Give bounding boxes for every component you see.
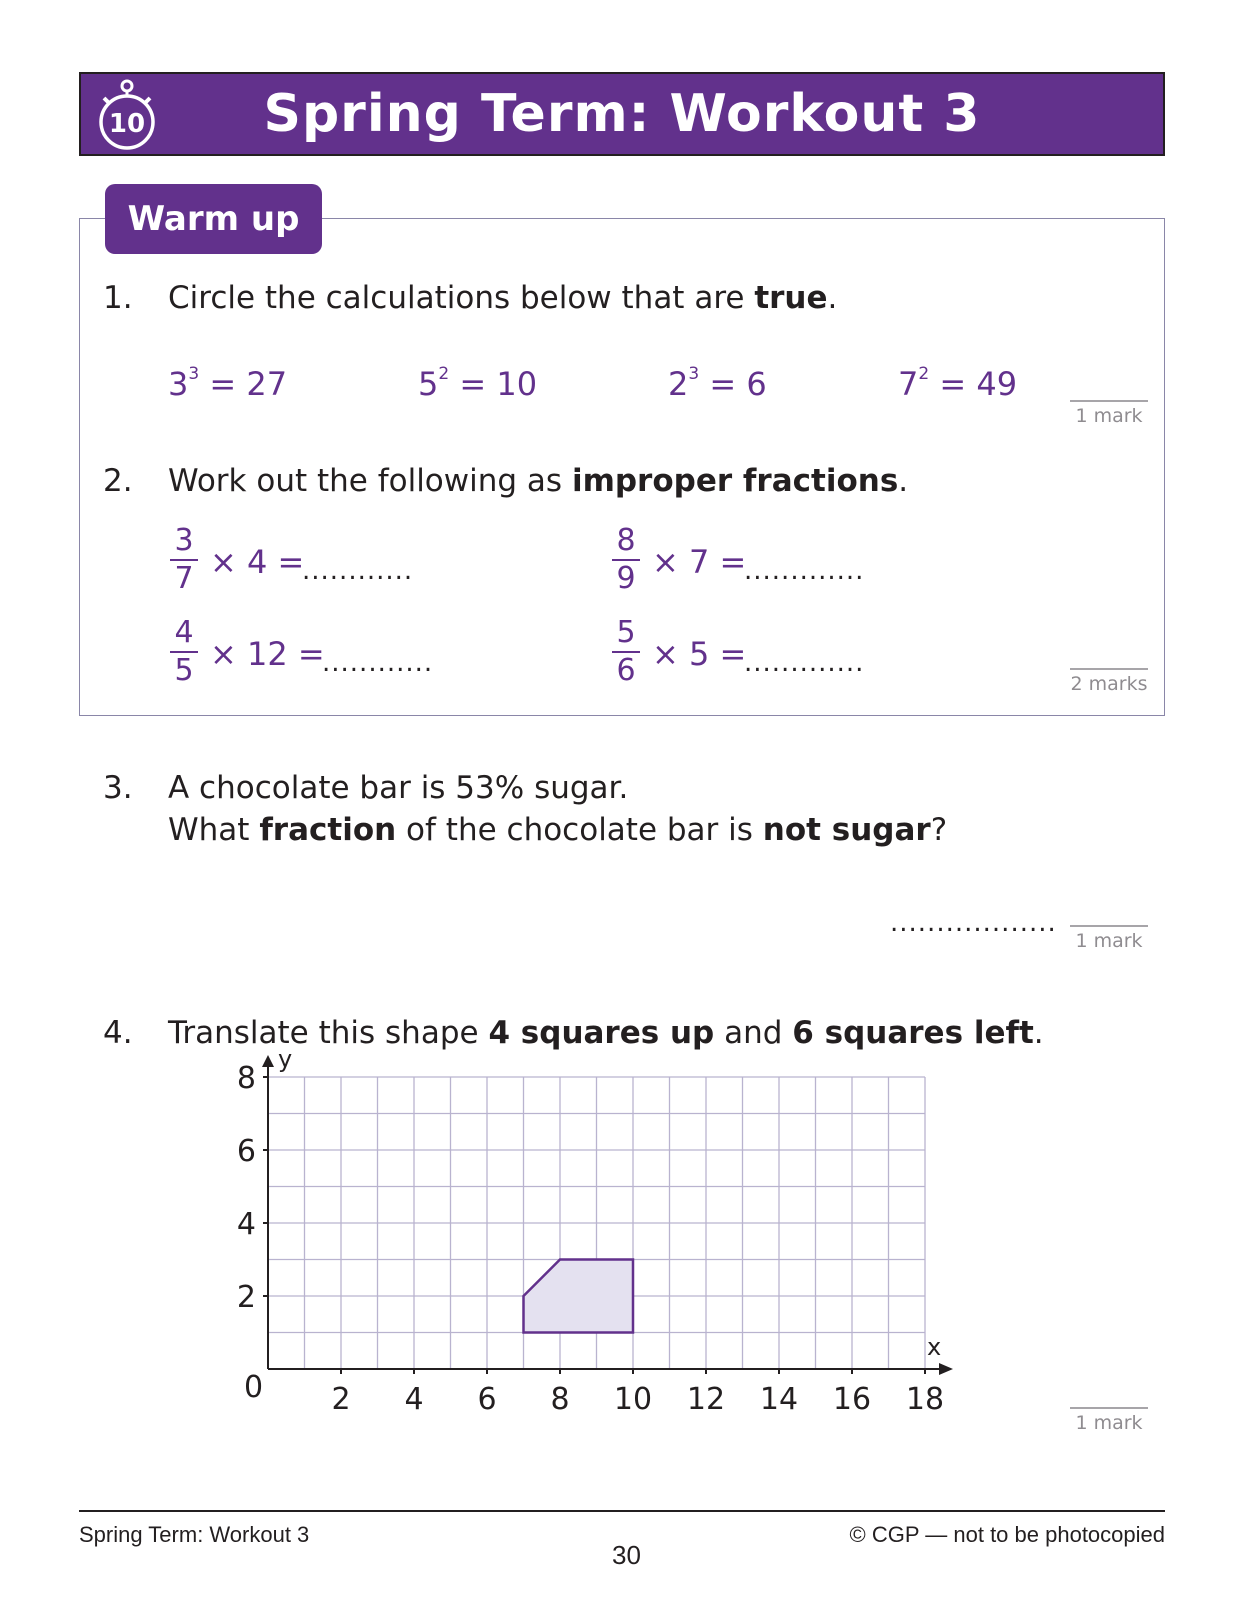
q2-answer-2[interactable]: ............. — [744, 556, 865, 586]
y-tick-label-8: 8 — [236, 1061, 256, 1096]
q3-mark-line — [1070, 925, 1148, 927]
q1-calc-3[interactable]: $2^3 = 6$ — [668, 364, 767, 403]
q1-text: Circle the calculations below that are true. — [168, 280, 838, 316]
coordinate-grid[interactable] — [220, 1045, 980, 1460]
q3-line-2: What fraction of the chocolate bar is not sugar? — [168, 812, 948, 848]
y-tick-label-4: 4 — [236, 1207, 256, 1242]
q2-fraction-3: 4 5 — [168, 616, 200, 688]
footer-copyright: © CGP — not to be photocopied — [849, 1522, 1165, 1547]
q1-mark-line — [1070, 400, 1148, 402]
title-banner — [79, 72, 1165, 156]
q3-answer[interactable]: .................. — [890, 908, 1057, 938]
x-tick-label-14: 14 — [759, 1382, 799, 1417]
q1-marks: 1 mark — [1075, 405, 1143, 427]
x-tick-label-10: 10 — [613, 1382, 653, 1417]
q2-fraction-2: 8 9 — [610, 524, 642, 596]
q4-number: 4. — [103, 1015, 133, 1051]
x-tick-label-2: 2 — [331, 1382, 351, 1417]
q1-calc-4[interactable]: $7^2 = 49$ — [898, 364, 1018, 403]
q2-answer-1[interactable]: ............ — [302, 556, 414, 586]
q3-line-1: A chocolate bar is 53% sugar. — [168, 770, 629, 806]
q2-answer-4[interactable]: ............. — [744, 648, 865, 678]
x-axis-label: x — [927, 1333, 942, 1361]
q2-number: 2. — [103, 463, 133, 499]
q2-answer-3[interactable]: ............ — [322, 648, 434, 678]
q2-fraction-4: 5 6 — [610, 616, 642, 688]
q4-text: Translate this shape 4 squares up and 6 squares left. — [168, 1015, 1044, 1051]
x-tick-labels — [331, 1369, 944, 1417]
q4-mark-line — [1070, 1407, 1148, 1409]
q3-marks: 1 mark — [1075, 930, 1143, 952]
q2-expr-4: × 5 = — [652, 635, 747, 673]
translation-shape — [524, 1260, 634, 1333]
y-tick-label-6: 6 — [236, 1134, 256, 1169]
q1-calc-1[interactable]: $3^3 = 27$ — [168, 364, 288, 403]
q2-text: Work out the following as improper fractions. — [168, 463, 909, 499]
x-tick-label-8: 8 — [550, 1382, 570, 1417]
x-axis-arrow — [939, 1363, 953, 1375]
timer-label: 10 — [108, 109, 146, 139]
q3-number: 3. — [103, 770, 133, 806]
page-number: 30 — [612, 1540, 641, 1570]
origin-label: 0 — [244, 1370, 264, 1405]
q2-fraction-1: 3 7 — [168, 524, 200, 596]
x-tick-label-6: 6 — [477, 1382, 497, 1417]
footer-divider — [79, 1510, 1165, 1512]
y-axis-arrow — [262, 1055, 274, 1067]
x-tick-label-18: 18 — [905, 1382, 945, 1417]
y-tick-label-2: 2 — [236, 1280, 256, 1315]
page-title: Spring Term: Workout 3 — [263, 84, 981, 144]
q2-expr-1: × 4 = — [210, 543, 305, 581]
q1-calc-2[interactable]: $5^2 = 10$ — [418, 364, 538, 403]
q1-number: 1. — [103, 280, 133, 316]
q2-mark-line — [1070, 668, 1148, 670]
warm-up-label: Warm up — [105, 184, 322, 254]
y-tick-labels — [237, 1061, 268, 1315]
x-tick-label-12: 12 — [686, 1382, 726, 1417]
q2-expr-2: × 7 = — [652, 543, 747, 581]
q4-marks: 1 mark — [1075, 1412, 1143, 1434]
q2-marks: 2 marks — [1070, 673, 1148, 695]
q2-expr-3: × 12 = — [210, 635, 325, 673]
x-tick-label-4: 4 — [404, 1382, 424, 1417]
x-tick-label-16: 16 — [832, 1382, 872, 1417]
footer-title: Spring Term: Workout 3 — [79, 1522, 310, 1547]
y-axis-label: y — [278, 1045, 293, 1073]
